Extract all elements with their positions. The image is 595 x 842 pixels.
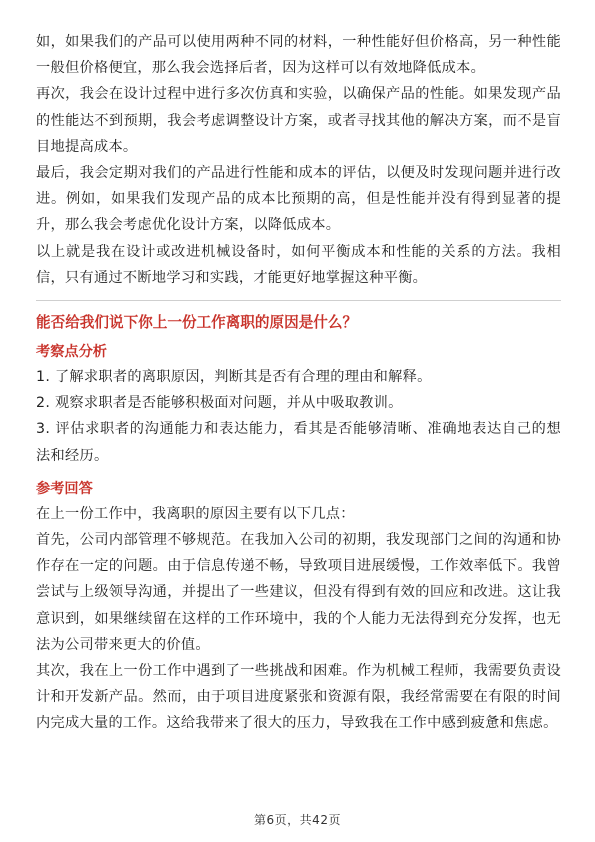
body-paragraph: 再次，我会在设计过程中进行多次仿真和实验，以确保产品的性能。如果发现产品的性能达不到预期，我会考虑调整设计方案，或者寻找其他的解决方案，而不是盲目地提高成本。 (36, 86, 561, 155)
body-paragraph: 以上就是我在设计或改进机械设备时，如何平衡成本和性能的关系的方法。我相信，只有通过不断地学习和实践，才能更好地掌握这种平衡。 (36, 243, 561, 286)
spacer (36, 469, 561, 477)
page-footer: 第6页，共42页 (254, 813, 341, 827)
answer-paragraph: 在上一份工作中，我离职的原因主要有以下几点： (36, 505, 355, 522)
question-title: 能否给我们说下你上一份工作离职的原因是什么？ (36, 314, 358, 332)
body-paragraph: 如，如果我们的产品可以使用两种不同的材料，一种性能好但价格高，另一种性能一般但价格便宜，那么我会选择后者，因为这样可以有效地降低成本。 (36, 34, 561, 77)
analysis-item: 1. 了解求职者的离职原因，判断其是否有合理的理由和解释。 (36, 369, 432, 386)
analysis-item: 3. 评估求职者的沟通能力和表达能力，看其是否能够清晰、准确地表达自己的想法和经历。 (36, 421, 561, 464)
document-body (36, 29, 561, 737)
answer-paragraph: 首先，公司内部管理不够规范。在我加入公司的初期，我发现部门之间的沟通和协作存在一定的问题。由于信息传递不畅，导致项目进展缓慢，工作效率低下。我曾尝试与上级领导沟通，并提出了一些建议，但没有得到有效的回应和改进。这让我意识到，如果继续留在这样的工作环境中，我的个人能力无法得到充分发挥，也无法为公司带来更大的价值。 (36, 532, 561, 653)
analysis-heading: 考察点分析 (36, 344, 107, 361)
section-divider (36, 300, 561, 301)
body-paragraph: 最后，我会定期对我们的产品进行性能和成本的评估，以便及时发现问题并进行改进。例如，如果我们发现产品的成本比预期的高，但是性能并没有得到显著的提升，那么我会考虑优化设计方案，以降低成本。 (36, 165, 561, 234)
answer-heading: 参考回答 (36, 480, 93, 497)
answer-paragraph: 其次，我在上一份工作中遇到了一些挑战和困难。作为机械工程师，我需要负责设计和开发新产品。然而，由于项目进度紧张和资源有限，我经常需要在有限的时间内完成大量的工作。这给我带来了很大的压力，导致我在工作中感到疲惫和焦虑。 (36, 663, 561, 732)
analysis-item: 2. 观察求职者是否能够积极面对问题，并从中吸取教训。 (36, 395, 403, 412)
